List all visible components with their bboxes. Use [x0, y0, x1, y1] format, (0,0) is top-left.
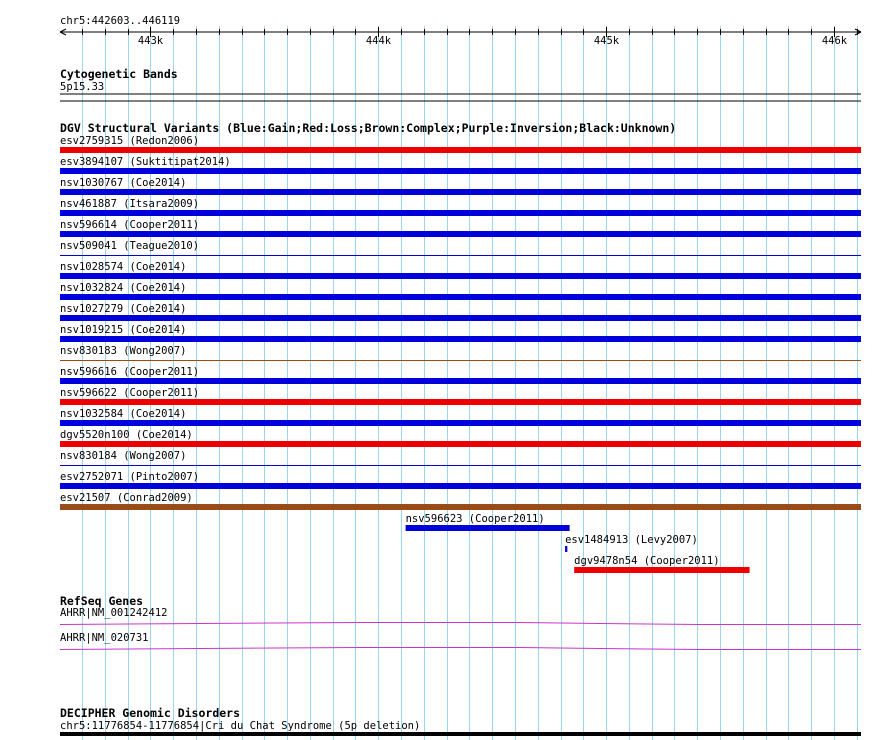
gene-feature-list — [60, 607, 861, 650]
dgv-variant[interactable] — [60, 198, 861, 216]
dgv-variant[interactable] — [60, 324, 861, 342]
ruler-range-label: chr5:442603..446119 — [60, 15, 181, 27]
dgv-variant-bar[interactable] — [60, 315, 861, 321]
dgv-variant[interactable] — [60, 135, 861, 153]
dgv-variant[interactable] — [406, 513, 570, 531]
dgv-variant-bar[interactable] — [60, 399, 861, 405]
dgv-feature-list — [60, 135, 861, 573]
ruler — [60, 15, 861, 47]
dgv-variant-bar[interactable] — [60, 420, 861, 426]
track-title-refseq: RefSeq Genes — [60, 594, 144, 608]
dgv-variant-label[interactable]: esv1484913 (Levy2007) — [565, 534, 698, 546]
dgv-variant-bar[interactable] — [565, 546, 567, 552]
dgv-variant[interactable] — [60, 492, 861, 510]
dgv-variant[interactable] — [574, 555, 749, 573]
dgv-variant-label[interactable]: esv2759315 (Redon2006) — [60, 135, 200, 147]
dgv-variant[interactable] — [60, 366, 861, 384]
dgv-variant-label[interactable]: dgv5520n100 (Coe2014) — [60, 429, 193, 441]
track-dgv-structural-variants — [60, 121, 861, 573]
dgv-variant-label[interactable]: nsv830184 (Wong2007) — [60, 450, 187, 462]
dgv-variant-bar[interactable] — [60, 147, 861, 153]
dgv-variant[interactable] — [60, 219, 861, 237]
dgv-variant-label[interactable]: nsv596623 (Cooper2011) — [405, 513, 545, 525]
gene-intron-line[interactable] — [60, 648, 861, 650]
ruler-tick-label: 445k — [593, 35, 620, 47]
dgv-variant[interactable] — [60, 261, 861, 279]
dgv-variant-bar[interactable] — [406, 525, 570, 531]
dgv-variant[interactable] — [60, 387, 861, 405]
dgv-variant-label[interactable]: nsv1019215 (Coe2014) — [60, 324, 187, 336]
gene-intron-line[interactable] — [60, 623, 861, 625]
track-title-dgv: DGV Structural Variants (Blue:Gain;Red:Loss;Brown:Complex;Purple:Inversion;Black:Unknown) — [60, 121, 677, 135]
dgv-variant-bar[interactable] — [60, 483, 861, 489]
track-decipher — [60, 706, 861, 736]
gene-label[interactable]: AHRR|NM_001242412 — [60, 607, 168, 619]
dgv-variant-bar[interactable] — [60, 336, 861, 342]
dgv-variant-label[interactable]: nsv461887 (Itsara2009) — [60, 198, 200, 210]
dgv-variant-label[interactable]: nsv596616 (Cooper2011) — [60, 366, 200, 378]
dgv-variant[interactable] — [60, 240, 861, 256]
dgv-variant-label[interactable]: nsv830183 (Wong2007) — [60, 345, 187, 357]
track-refseq-genes — [60, 594, 861, 650]
dgv-variant-label[interactable]: nsv1027279 (Coe2014) — [60, 303, 187, 315]
dgv-variant-bar[interactable] — [60, 360, 861, 361]
dgv-variant-label[interactable]: esv3894107 (Suktitipat2014) — [60, 156, 231, 168]
ruler-tick-label: 446k — [821, 35, 848, 47]
dgv-variant-bar[interactable] — [60, 294, 861, 300]
dgv-variant[interactable] — [60, 156, 861, 174]
cytoband-label: 5p15.33 — [60, 81, 105, 93]
dgv-variant-label[interactable]: nsv1032824 (Coe2014) — [60, 282, 187, 294]
dgv-variant[interactable] — [60, 303, 861, 321]
decipher-feature-bar[interactable] — [60, 732, 861, 736]
dgv-variant-label[interactable]: nsv509041 (Teague2010) — [60, 240, 200, 252]
dgv-variant-bar[interactable] — [60, 168, 861, 174]
dgv-variant[interactable] — [60, 450, 861, 466]
dgv-variant[interactable] — [565, 534, 698, 552]
dgv-variant-label[interactable]: nsv1032584 (Coe2014) — [60, 408, 187, 420]
dgv-variant-bar[interactable] — [60, 504, 861, 510]
dgv-variant[interactable] — [60, 345, 861, 361]
dgv-variant[interactable] — [60, 471, 861, 489]
dgv-variant-bar[interactable] — [60, 465, 861, 466]
dgv-variant-bar[interactable] — [574, 567, 749, 573]
track-title-decipher: DECIPHER Genomic Disorders — [60, 706, 241, 720]
dgv-variant[interactable] — [60, 429, 861, 447]
ruler-tick-label: 443k — [137, 35, 164, 47]
dgv-variant-label[interactable]: nsv1030767 (Coe2014) — [60, 177, 187, 189]
ruler-tick-label: 444k — [365, 35, 392, 47]
dgv-variant-bar[interactable] — [60, 210, 861, 216]
dgv-variant-label[interactable]: nsv1028574 (Coe2014) — [60, 261, 187, 273]
dgv-variant-bar[interactable] — [60, 231, 861, 237]
gene-label[interactable]: AHRR|NM_020731 — [60, 632, 149, 644]
track-cytogenetic-bands — [60, 67, 861, 101]
dgv-variant-bar[interactable] — [60, 273, 861, 279]
dgv-variant-bar[interactable] — [60, 189, 861, 195]
dgv-variant[interactable] — [60, 282, 861, 300]
dgv-variant[interactable] — [60, 408, 861, 426]
gene-model[interactable] — [60, 632, 861, 650]
gene-model[interactable] — [60, 607, 861, 625]
dgv-variant-bar[interactable] — [60, 441, 861, 447]
dgv-variant-label[interactable]: nsv596614 (Cooper2011) — [60, 219, 200, 231]
decipher-feature-label[interactable]: chr5:11776854-11776854|Cri du Chat Syndrome (5p deletion) — [60, 720, 421, 732]
dgv-variant[interactable] — [60, 177, 861, 195]
dgv-variant-label[interactable]: nsv596622 (Cooper2011) — [60, 387, 200, 399]
dgv-variant-label[interactable]: esv2752071 (Pinto2007) — [60, 471, 200, 483]
dgv-variant-label[interactable]: esv21507 (Conrad2009) — [60, 492, 193, 504]
track-title-cytobands: Cytogenetic Bands — [60, 67, 178, 81]
dgv-variant-bar[interactable] — [60, 255, 861, 256]
dgv-variant-bar[interactable] — [60, 378, 861, 384]
dgv-variant-label[interactable]: dgv9478n54 (Cooper2011) — [574, 555, 720, 567]
